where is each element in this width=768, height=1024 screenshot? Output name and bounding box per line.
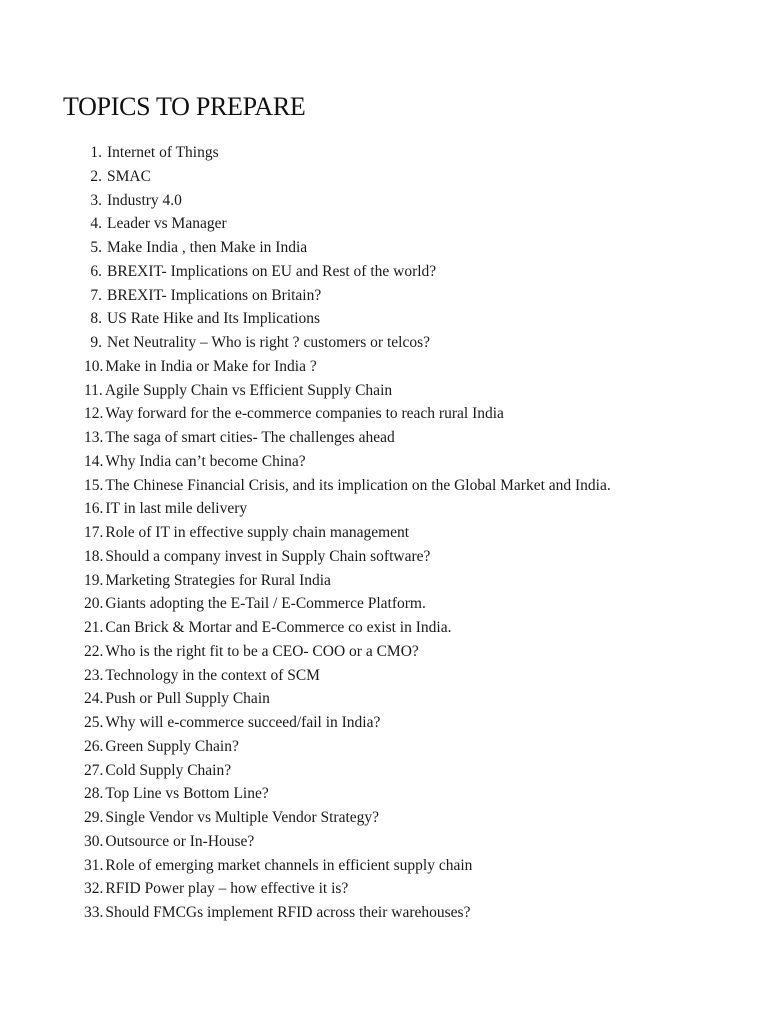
list-item-text: Outsource or In-House? (105, 832, 255, 850)
list-item-number: 21. (84, 619, 104, 636)
list-item-text: Why India can’t become China? (105, 452, 306, 470)
list-item-text: Agile Supply Chain vs Efficient Supply Chain (104, 381, 393, 399)
list-item-number: 23. (84, 666, 104, 684)
list-item-text: Single Vendor vs Multiple Vendor Strategy? (105, 809, 380, 826)
list-item-text: Net Neutrality – Who is right ? customers or telcos? (107, 334, 430, 351)
list-item-text: Internet of Things (107, 144, 219, 161)
list-item-text: Leader vs Manager (107, 215, 227, 233)
list-item-number: 3. (90, 191, 102, 209)
list-item-number: 7. (90, 286, 102, 304)
list-item-text: BREXIT- Implications on Britain? (107, 286, 322, 304)
list-item-number: 14. (84, 452, 104, 470)
list-item-number: 19. (84, 571, 104, 589)
list-item-text: RFID Power play – how effective it is? (105, 880, 349, 898)
list-item-number: 12. (84, 405, 104, 423)
list-item-text: Top Line vs Bottom Line? (105, 785, 269, 803)
list-item-number: 10. (84, 357, 104, 375)
list-item-number: 29. (84, 809, 104, 826)
list-item-number: 6. (90, 262, 102, 280)
list-item-number: 15. (84, 476, 104, 494)
list-item-number: 11. (84, 381, 103, 399)
list-item-number: 9. (90, 334, 102, 351)
list-item-number: 26. (84, 737, 104, 755)
list-item-number: 5. (90, 239, 102, 256)
list-item-number: 18. (84, 547, 104, 565)
list-item-text: Industry 4.0 (107, 191, 182, 209)
list-item-text: Can Brick & Mortar and E-Commerce co exist in India. (105, 619, 452, 636)
list-item-text: The saga of smart cities- The challenges ahead (105, 429, 395, 446)
list-item-number: 33. (84, 904, 104, 921)
list-item-text: Make in India or Make for India ? (105, 357, 317, 375)
list-item-text: Giants adopting the E-Tail / E-Commerce Platform. (105, 595, 426, 613)
list-item-number: 32. (84, 880, 104, 898)
list-item-text: Why will e-commerce succeed/fail in India? (105, 714, 381, 731)
list-item-text: Technology in the context of SCM (105, 666, 320, 684)
list-item-number: 24. (84, 690, 104, 708)
list-item-text: Who is the right fit to be a CEO- COO or a CMO? (105, 642, 419, 660)
list-item-number: 17. (84, 524, 104, 541)
list-item-number: 1. (90, 144, 102, 161)
list-item-text: The Chinese Financial Crisis, and its implication on the Global Market and India. (105, 476, 611, 494)
list-item-number: 8. (90, 310, 102, 328)
list-item-text: Should a company invest in Supply Chain software? (105, 547, 431, 565)
list-item-number: 13. (84, 429, 104, 446)
list-item-text: Way forward for the e-commerce companies to reach rural India (105, 405, 504, 423)
list-item-number: 31. (84, 856, 104, 874)
page-title: TOPICS TO PREPARE (63, 92, 306, 121)
list-item-text: BREXIT- Implications on EU and Rest of the world? (107, 262, 437, 280)
list-item-text: Should FMCGs implement RFID across their warehouses? (105, 904, 471, 921)
list-item-text: Green Supply Chain? (105, 737, 239, 755)
list-item-number: 16. (84, 500, 104, 518)
list-item-text: SMAC (107, 167, 151, 185)
list-item-number: 2. (90, 167, 102, 185)
list-item-number: 27. (84, 761, 104, 779)
list-item-number: 22. (84, 642, 104, 660)
list-item-text: Cold Supply Chain? (105, 761, 232, 779)
list-item-text: Push or Pull Supply Chain (105, 690, 270, 708)
list-item-text: Role of IT in effective supply chain management (105, 524, 410, 541)
list-item-number: 25. (84, 714, 104, 731)
list-item-number: 30. (84, 832, 104, 850)
list-item-text: Make India , then Make in India (107, 239, 308, 256)
list-item-text: Marketing Strategies for Rural India (105, 571, 331, 589)
list-item-number: 28. (84, 785, 104, 803)
list-item-number: 20. (84, 595, 104, 613)
list-item-number: 4. (90, 215, 102, 233)
list-item-text: US Rate Hike and Its Implications (107, 310, 321, 328)
list-item-text: Role of emerging market channels in efficient supply chain (105, 856, 473, 874)
list-item-text: IT in last mile delivery (105, 500, 248, 518)
